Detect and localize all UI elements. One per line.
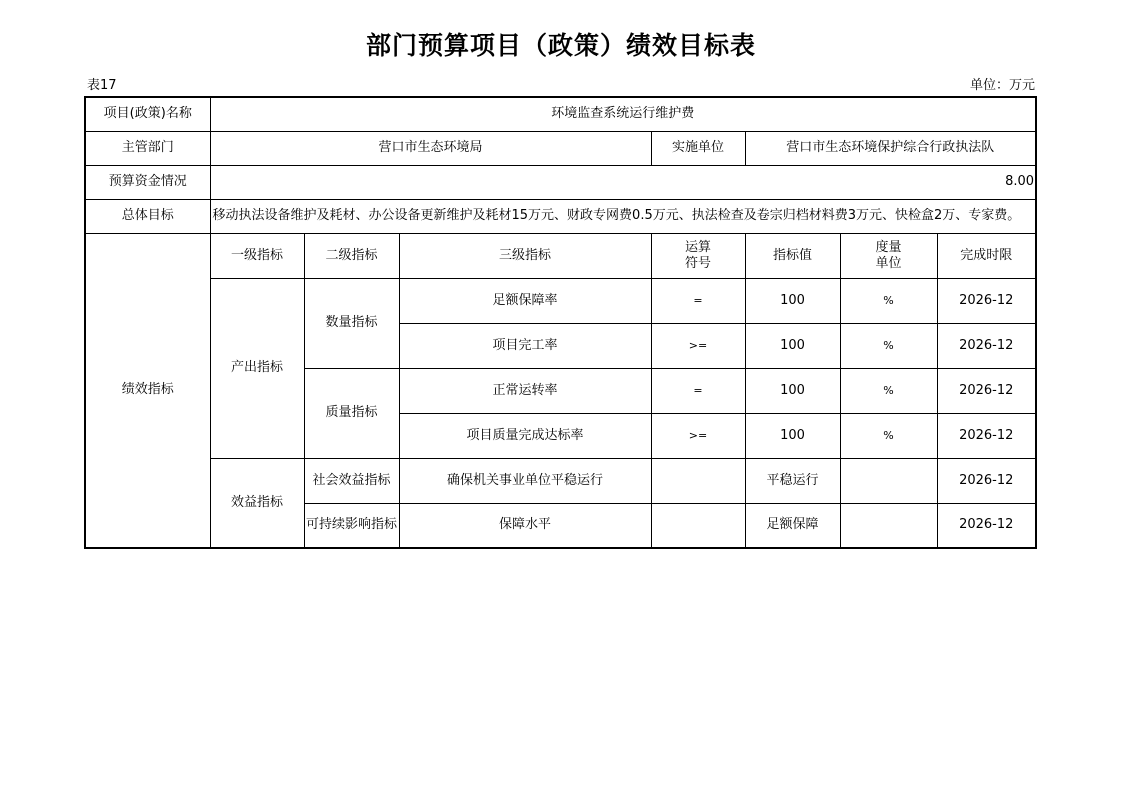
quantity-indicator-label: 数量指标 <box>304 278 399 368</box>
budget-value: 8.00 <box>210 165 1036 199</box>
header-unit-line2: 单位 <box>875 255 902 271</box>
operator-cell: = <box>651 278 745 323</box>
table-row <box>85 278 1036 323</box>
header-operator-line1: 运算 <box>684 239 711 255</box>
table-number: 表17 <box>87 78 117 93</box>
implementing-unit-label: 实施单位 <box>651 131 745 165</box>
deadline-cell: 2026-12 <box>937 458 1036 503</box>
level3-indicator: 项目质量完成达标率 <box>399 413 651 458</box>
deadline-cell: 2026-12 <box>937 368 1036 413</box>
header-operator-line2: 符号 <box>684 255 711 271</box>
performance-target-table <box>84 96 1037 549</box>
unit-cell: % <box>840 278 937 323</box>
table-row <box>85 458 1036 503</box>
operator-cell <box>651 503 745 548</box>
operator-cell: = <box>651 368 745 413</box>
unit-cell <box>840 458 937 503</box>
level3-indicator: 足额保障率 <box>399 278 651 323</box>
operator-cell: >= <box>651 413 745 458</box>
level2-indicator: 可持续影响指标 <box>304 503 399 548</box>
deadline-cell: 2026-12 <box>937 413 1036 458</box>
level3-indicator: 保障水平 <box>399 503 651 548</box>
header-level1: 一级指标 <box>210 233 304 278</box>
project-name-label: 项目(政策)名称 <box>85 97 210 131</box>
target-value: 100 <box>745 323 840 368</box>
budget-row <box>85 165 1036 199</box>
header-value: 指标值 <box>745 233 840 278</box>
page-title: 部门预算项目（政策）绩效目标表 <box>365 31 756 60</box>
deadline-cell: 2026-12 <box>937 503 1036 548</box>
header-unit <box>840 233 937 278</box>
target-value: 100 <box>745 413 840 458</box>
operator-cell: >= <box>651 323 745 368</box>
unit-label: 单位：万元 <box>969 78 1035 93</box>
performance-indicator-label: 绩效指标 <box>85 233 210 548</box>
header-operator <box>651 233 745 278</box>
benefit-indicator-label: 效益指标 <box>210 458 304 548</box>
unit-cell: % <box>840 323 937 368</box>
overall-goal-label: 总体目标 <box>85 199 210 233</box>
level2-indicator: 社会效益指标 <box>304 458 399 503</box>
implementing-unit-value: 营口市生态环境保护综合行政执法队 <box>745 131 1036 165</box>
overall-goal-value: 移动执法设备维护及耗材、办公设备更新维护及耗材15万元、财政专网费0.5万元、执法检查及卷宗归档材料费3万元、快检盒2万、专家费。 <box>210 199 1036 233</box>
level3-indicator: 确保机关事业单位平稳运行 <box>399 458 651 503</box>
header-level2: 二级指标 <box>304 233 399 278</box>
indicator-header-row <box>85 233 1036 278</box>
level3-indicator: 项目完工率 <box>399 323 651 368</box>
target-value: 足额保障 <box>745 503 840 548</box>
department-value: 营口市生态环境局 <box>210 131 651 165</box>
overall-goal-row <box>85 199 1036 233</box>
unit-cell: % <box>840 413 937 458</box>
level3-indicator: 正常运转率 <box>399 368 651 413</box>
output-indicator-label: 产出指标 <box>210 278 304 458</box>
target-value: 平稳运行 <box>745 458 840 503</box>
operator-cell <box>651 458 745 503</box>
target-value: 100 <box>745 368 840 413</box>
header-level3: 三级指标 <box>399 233 651 278</box>
budget-label: 预算资金情况 <box>85 165 210 199</box>
header-deadline: 完成时限 <box>937 233 1036 278</box>
deadline-cell: 2026-12 <box>937 323 1036 368</box>
department-row <box>85 131 1036 165</box>
project-name-value: 环境监查系统运行维护费 <box>210 97 1036 131</box>
unit-cell: % <box>840 368 937 413</box>
unit-cell <box>840 503 937 548</box>
header-unit-line1: 度量 <box>875 239 902 255</box>
deadline-cell: 2026-12 <box>937 278 1036 323</box>
department-label: 主管部门 <box>85 131 210 165</box>
target-value: 100 <box>745 278 840 323</box>
quality-indicator-label: 质量指标 <box>304 368 399 458</box>
project-name-row <box>85 97 1036 131</box>
